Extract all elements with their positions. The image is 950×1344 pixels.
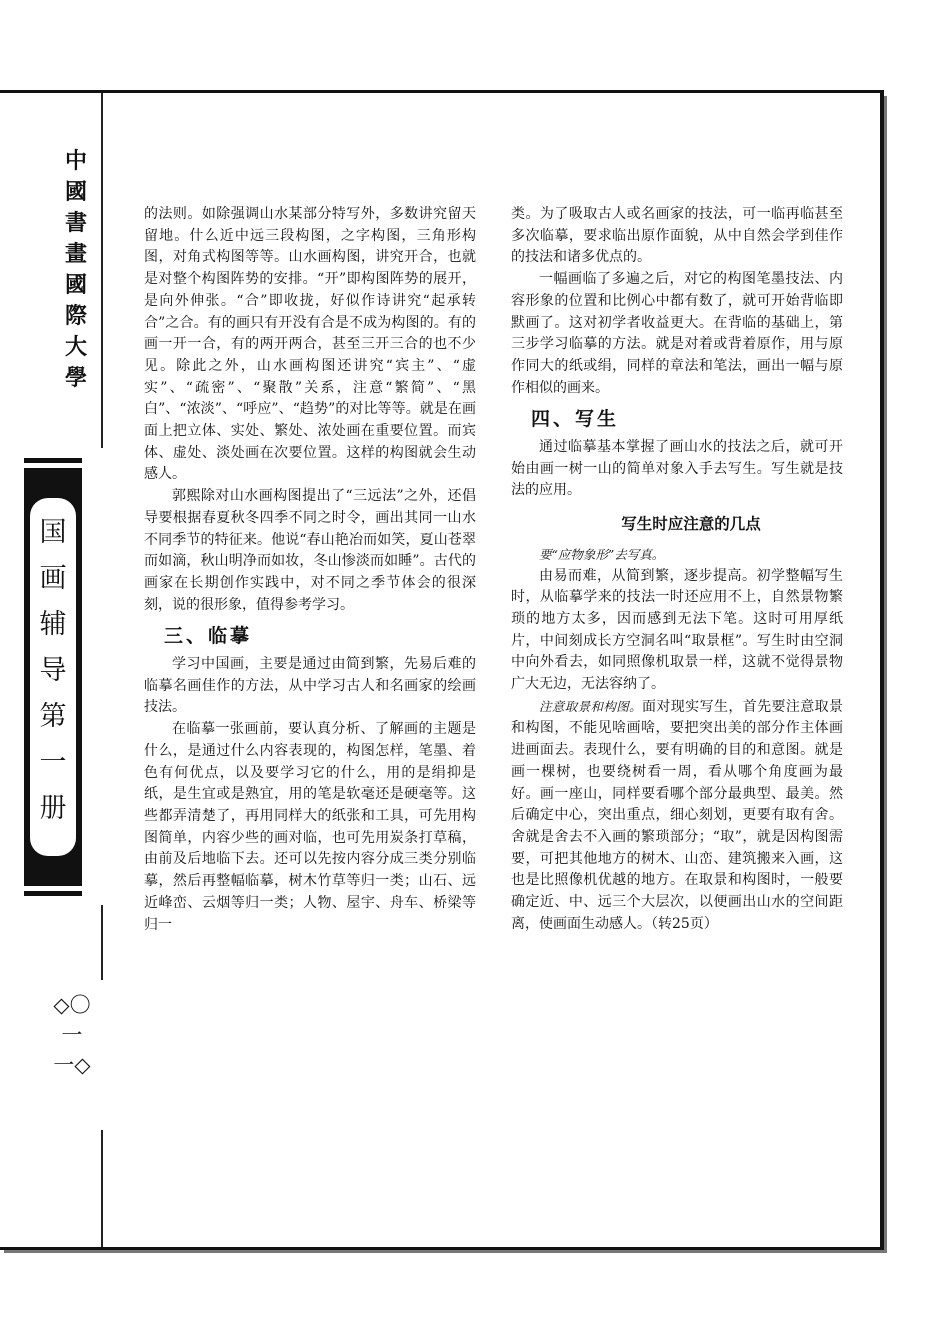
page-frame-shadow-bottom: [4, 1250, 887, 1253]
spine-title: 中國書畫國際大學: [64, 149, 87, 391]
spine-line-middle: [101, 905, 103, 980]
page-number: ◇〇一一◇: [53, 993, 91, 1077]
section-heading-three: 三、临摹: [164, 625, 253, 648]
spine-line-bottom: [101, 1130, 103, 1247]
paragraph-body: 面对现实写生，首先要注意取景和构图，不能见啥画啥，要把突出美的部分作主体画进画面去。表现什么，要有明确的目的和意图。就是画一棵树，也要绕树看一周，看从哪个角度画为最好。画一座山，同样要看哪个部分最典型、最美。然后确定中心，突出重点，细心刻划，更要有取有舍。舍就是舍去不入画的繁琐部分；“取”，就是因构图需要，可把其他地方的树木、山峦、建筑搬来入画，这也是比照像机优越的地方。在取景和构图时，一般要确定近、中、远三个大层次，以便画出山水的空间距离，使画面生动感人。: [511, 698, 843, 932]
left-paragraph-2: 郭熙除对山水画构图提出了“三远法”之外，还倡导要根据春夏秋冬四季不同之时令，画出其同一山水不同季节的特征来。他说“春山艳冶而如笑，夏山苍翠而如滴，秋山明净而如妆，冬山惨淡而如睡”。古代的画家在长期创作实践中，对不同之季节体会的很深刻，说的很形象，值得参考学习。: [144, 488, 476, 613]
paragraph-lead-phrase: 注意取景和构图。: [539, 698, 643, 714]
left-paragraph-3: 学习中国画，主要是通过由简到繁，先易后难的临摹名画佳作的方法，从中学习古人和名画家的绘画技法。: [144, 656, 476, 716]
left-paragraph-4: 在临摹一张画前，要认真分析、了解画的主题是什么，是通过什么内容表现的，构图怎样，笔墨、着色有何优点，以及要学习它的什么，用的是绢抑是纸，是生宜或是熟宜，用的笔是软毫还是硬毫等。这些都弄清楚了，再用同样大的纸张和工具，可先用构图简单，内容少些的画对临，也可先用炭条打草稿，由前及后地临下去。还可以先按内容分成三类分别临摹，然后再整幅临摹，树木竹草等归一类；山石、远近峰峦、云烟等归一类；人物、屋宇、舟车、桥梁等归一: [144, 721, 476, 933]
page-frame-top: [0, 90, 884, 93]
right-paragraph-2: 一幅画临了多遍之后，对它的构图笔墨技法、内容形象的位置和比例心中都有数了，就可开始背临即默画了。这对初学者收益更大。在背临的基础上，第三步学习临摹的方法。就是对着或背着原作，用与原作同大的纸或绢，同样的章法和笔法，画出一幅与原作相似的画来。: [511, 271, 843, 396]
spine-bar-top: [24, 458, 82, 463]
spine-line-top: [101, 93, 103, 448]
continued-note: （转25页）: [651, 915, 718, 932]
right-paragraph-3: 通过临摹基本掌握了画山水的技法之后，就可开始由画一树一山的简单对象入手去写生。写生就是技法的应用。: [511, 439, 843, 499]
left-column: [144, 204, 476, 936]
right-paragraph-4: 要“应物象形”去写真。: [539, 546, 665, 562]
spine-subtitle: 国画辅导第一册: [39, 517, 67, 824]
right-paragraph-1: 类。为了吸取古人或名画家的技法，可一临再临甚至多次临摹，要求临出原作面貌，从中自然会学到佳作的技法和诸多优点的。: [511, 206, 843, 266]
right-paragraph-6: [511, 696, 843, 936]
left-paragraph-1: 的法则。如除强调山水某部分特写外，多数讲究留天留地。什么近中远三段构图，之字构图，三角形构图，对角式构图等等。山水画构图，讲究开合，也就是对整个构图阵势的安排。“开”即构图阵势的展开，是向外伸张。“合”即收拢，好似作诗讲究“起承转合”之合。有的画只有开没有合是不成为构图的。有的画一开一合，有的两开两合，甚至三开三合的也不少见。除此之外，山水画构图还讲究“宾主”、“虚实”、“疏密”、“聚散”关系，注意“繁简”、“黑白”、“浓淡”、“呼应”、“趋势”的对比等等。就是在画面上把立体、实处、繁处、浓处画在重要位置。而宾体、虚处、淡处画在次要位置。这样的构图就会生动感人。: [144, 206, 476, 483]
right-paragraph-5: 由易而难，从简到繁，逐步提高。初学整幅写生时，从临摹学来的技法一时还应用不上，自然景物繁琐的地方太多，因而感到无法下笔。这时可用厚纸片，中间刻成长方空洞名叫“取景框”。写生时由空洞中向外看去，如同照像机取景一样，这就不觉得景物广大无边，无法容纳了。: [511, 567, 843, 693]
right-column: [511, 204, 843, 936]
spine-bar-bottom: [24, 891, 82, 896]
page-frame-shadow-right: [884, 96, 887, 1253]
sub-heading: 写生时应注意的几点: [621, 515, 761, 534]
section-heading-four: 四、写生: [531, 408, 620, 431]
